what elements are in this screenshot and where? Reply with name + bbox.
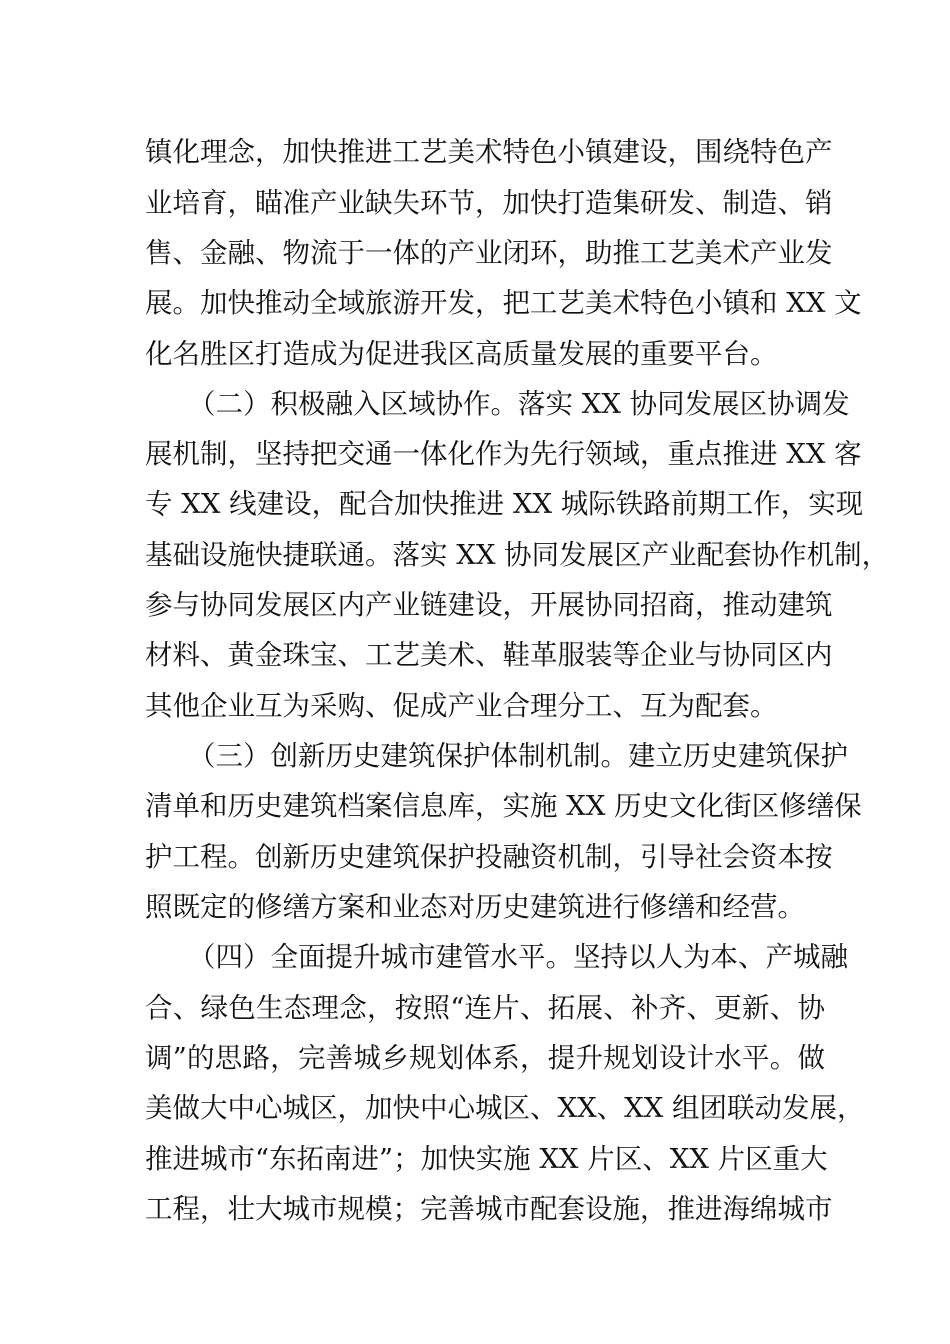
text-line: 美做大中心城区，加快中心城区、XX、XX 组团联动发展， (145, 1092, 865, 1124)
text-line: 材料、黄金珠宝、工艺美术、鞋革服装等企业与协同区内 (145, 639, 833, 671)
text-line: 镇化理念，加快推进工艺美术特色小镇建设，围绕特色产 (145, 136, 833, 168)
text-line: 参与协同发展区内产业链建设，开展协同招商，推动建筑 (145, 589, 833, 621)
text-line: 护工程。创新历史建筑保护投融资机制，引导社会资本按 (145, 841, 833, 873)
text-line: 照既定的修缮方案和业态对历史建筑进行修缮和经营。 (145, 891, 805, 923)
text-line: 推进城市“东拓南进”；加快实施 XX 片区、XX 片区重大 (145, 1143, 828, 1175)
text-line: 化名胜区打造成为促进我区高质量发展的重要平台。 (145, 338, 778, 370)
text-line: 基础设施快捷联通。落实 XX 协同发展区产业配套协作机制， (145, 539, 890, 571)
text-line: 工程，壮大城市规模；完善城市配套设施，推进海绵城市 (145, 1193, 833, 1225)
text-line: 清单和历史建筑档案信息库，实施 XX 历史文化街区修缮保 (145, 790, 862, 822)
paragraph-heading-line: （三）创新历史建筑保护体制机制。建立历史建筑保护 (188, 740, 848, 772)
text-line: 专 XX 线建设，配合加快推进 XX 城际铁路前期工作，实现 (145, 488, 864, 520)
paragraph-heading-line: （四）全面提升城市建管水平。坚持以人为本、产城融 (188, 941, 848, 973)
text-line: 展机制，坚持把交通一体化作为先行领域，重点推进 XX 客 (145, 438, 862, 470)
text-line: 合、绿色生态理念，按照“连片、拓展、补齐、更新、协 (145, 992, 825, 1024)
text-line: 售、金融、物流于一体的产业闭环，助推工艺美术产业发 (145, 237, 833, 269)
text-line: 调”的思路，完善城乡规划体系，提升规划设计水平。做 (145, 1042, 825, 1074)
text-line: 其他企业互为采购、促成产业合理分工、互为配套。 (145, 690, 778, 722)
text-line: 业培育，瞄准产业缺失环节，加快打造集研发、制造、销 (145, 187, 833, 219)
paragraph-heading-line: （二）积极融入区域协作。落实 XX 协同发展区协调发 (188, 388, 850, 420)
text-line: 展。加快推动全域旅游开发，把工艺美术特色小镇和 XX 文 (145, 287, 862, 319)
